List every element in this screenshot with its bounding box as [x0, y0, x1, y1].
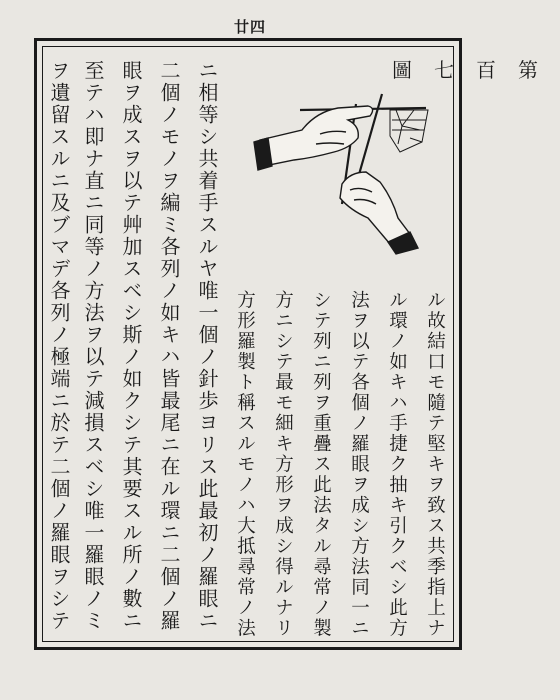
- text-column-9: 眼ヲ成スヲ以テ艸加スベシ斯ノ如クシテ其要スル所ノ數ニ: [119, 60, 143, 632]
- knitting-hands-illustration: [250, 86, 440, 256]
- text-column-1: ル故結口モ隨テ堅キヲ致ス共季指上ナ: [424, 290, 446, 639]
- upper-hand: [254, 106, 373, 170]
- netting-mesh: [390, 110, 428, 152]
- figure-caption: 第百七圖: [392, 58, 560, 82]
- text-column-3: 法ヲ以テ各個ノ羅眼ヲ成シ方法同一ニ: [348, 290, 370, 639]
- text-column-10: 至テハ即ナ直ニ同等ノ方法ヲ以テ減損スベシ唯一羅眼ノミ: [81, 60, 105, 632]
- text-column-8: 二個ノモノヲ編ミ各列ノ如キハ皆最尾ニ在ル環ニ二個ノ羅: [157, 60, 181, 632]
- text-column-7: ニ相等シ共着手スルヤ唯一個ノ針歩ヨリス此最初ノ羅眼ニ: [195, 60, 219, 632]
- lower-hand: [340, 172, 418, 254]
- text-column-5: 方ニシテ最モ細キ方形ヲ成シ得ルナリ: [272, 290, 294, 639]
- text-column-2: ル環ノ如キハ手捷ク抽キ引クベシ此方: [386, 290, 408, 639]
- text-column-6: 方形羅製ト稱スルモノハ大抵尋常ノ法: [234, 290, 256, 639]
- text-column-4: シテ列ニ列ヲ重疊ス此法タル尋常ノ製: [310, 290, 332, 639]
- page-number: 廿四: [233, 18, 266, 36]
- text-column-11: ヲ遺留スルニ及ブマデ各列ノ極端ニ於テ二個ノ羅眼ヲシテ: [47, 60, 71, 632]
